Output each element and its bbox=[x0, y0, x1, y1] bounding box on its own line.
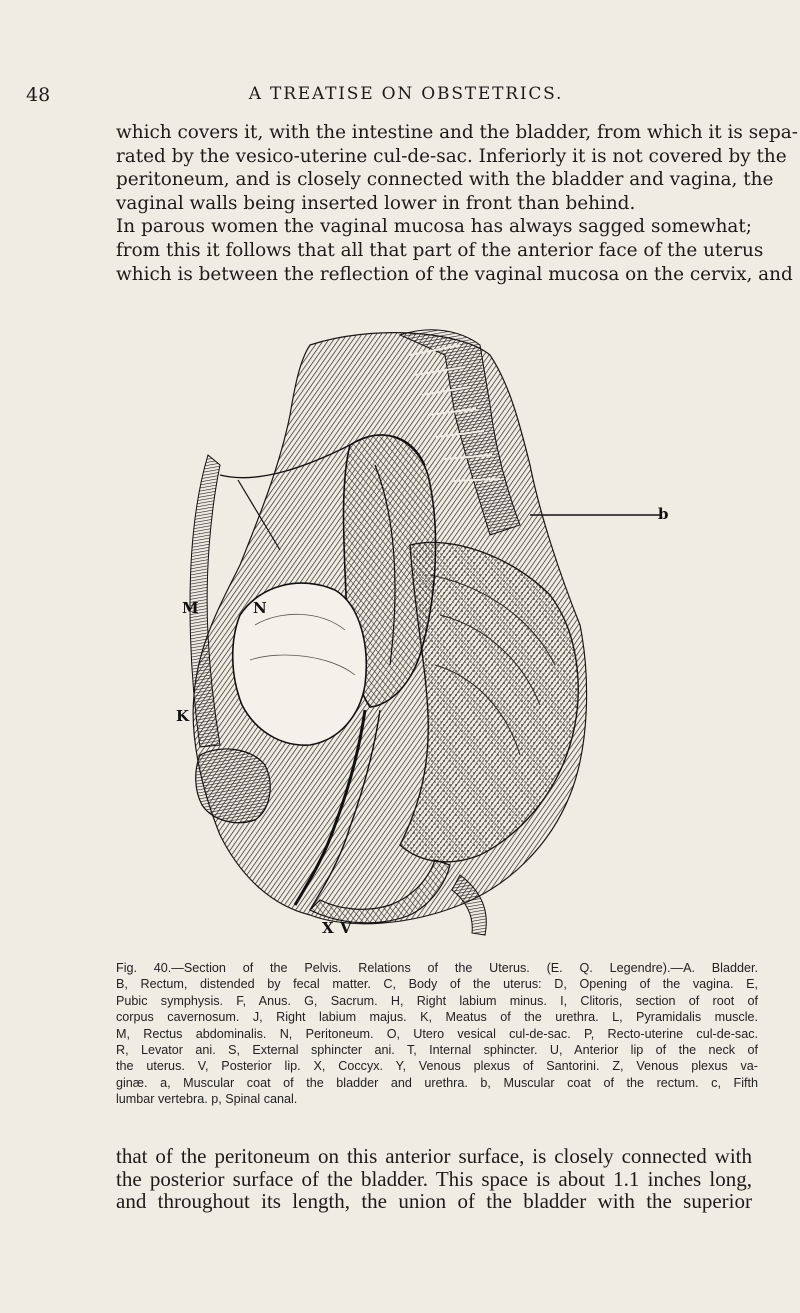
caption-line: Pubic symphysis. F, Anus. G, Sacrum. H, Right labium minus. I, Clitoris, section of root of bbox=[116, 993, 758, 1008]
caption-line: corpus cavernosum. J, Right labium majus. K, Meatus of the urethra. L, Pyramidalis muscle. bbox=[116, 1010, 758, 1025]
text-line: peritoneum, and is closely connected with the bladder and vagina, the bbox=[116, 169, 774, 191]
text-line: the posterior surface of the bladder. This space is about 1.1 inches long, bbox=[116, 1166, 752, 1191]
caption-line: B, Rectum, distended by fecal matter. C, Body of the uterus: D, Opening of the vagina. E, bbox=[116, 977, 758, 992]
text-line: rated by the vesico-uterine cul-de-sac. Inferiorly it is not covered by the bbox=[116, 145, 787, 167]
paragraph-2 bbox=[116, 1145, 752, 1213]
text-line: vaginal walls being inserted lower in front than behind. bbox=[116, 192, 636, 214]
figure-label-m: M bbox=[182, 599, 199, 617]
figure-label-n: N bbox=[253, 599, 267, 617]
caption-line: R, Levator ani. S, External sphincter ani. T, Internal sphincter. U, Anterior lip of the neck of bbox=[116, 1043, 758, 1058]
caption-line: M, Rectus abdominalis. N, Peritoneum. O, Utero vesical cul-de-sac. P, Recto-uterine cul-de-sac. bbox=[116, 1026, 758, 1041]
text-line: and throughout its length, the union of the bladder with the superior bbox=[116, 1189, 752, 1213]
caption-line: ginæ. a, Muscular coat of the bladder and urethra. b, Muscular coat of the rectum. c, Fifth bbox=[116, 1075, 758, 1090]
paragraph-1 bbox=[116, 121, 798, 286]
running-title: A TREATISE ON OBSTETRICS. bbox=[248, 84, 564, 104]
figure-label-b: b bbox=[658, 505, 669, 523]
text-line: from this it follows that all that part of the anterior face of the uterus bbox=[116, 239, 764, 261]
figure-caption bbox=[116, 960, 758, 1108]
pelvis-section-figure bbox=[160, 315, 760, 965]
page-header bbox=[26, 84, 786, 110]
text-line: In parous women the vaginal mucosa has always sagged somewhat; bbox=[116, 216, 752, 238]
text-line: which is between the reflection of the vaginal mucosa on the cervix, and bbox=[116, 263, 793, 285]
pubic-symphysis bbox=[196, 749, 270, 823]
caption-line: lumbar vertebra. p, Spinal canal. bbox=[116, 1092, 298, 1107]
caption-line: Fig. 40.—Section of the Pelvis. Relations of the Uterus. (E. Q. Legendre).—A. Bladder. bbox=[116, 961, 758, 975]
caption-line: the uterus. V, Posterior lip. X, Coccyx. Y, Venous plexus of Santorini. Z, Venous plexus va- bbox=[116, 1059, 758, 1074]
text-line: that of the peritoneum on this anterior surface, is closely connected with bbox=[116, 1144, 752, 1168]
figure-label-x: X bbox=[322, 919, 334, 937]
page-number: 48 bbox=[26, 84, 51, 106]
figure-label-v: V bbox=[340, 919, 352, 937]
pelvis-section-illustration bbox=[160, 315, 760, 965]
figure-label-k: K bbox=[176, 707, 190, 725]
text-line: which covers it, with the intestine and the bladder, from which it is sepa- bbox=[116, 122, 798, 143]
